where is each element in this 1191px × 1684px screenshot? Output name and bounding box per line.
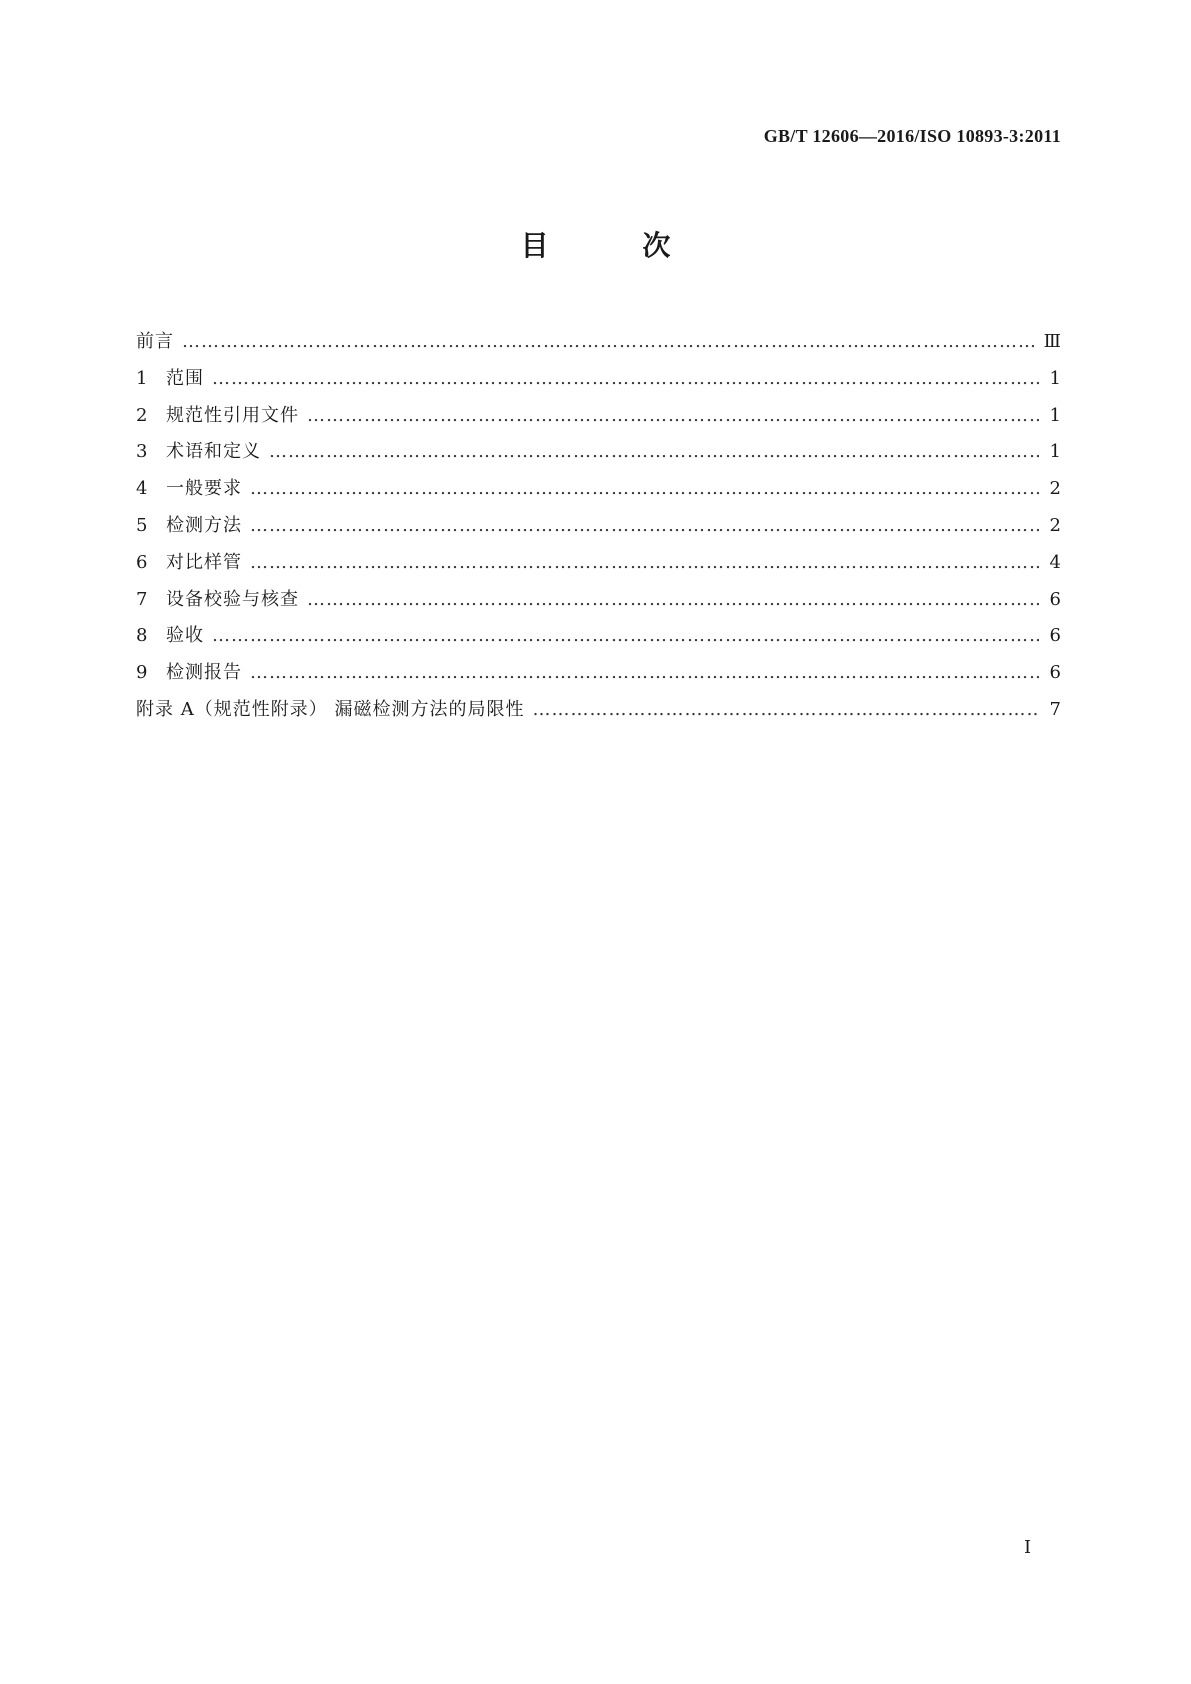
page-title: 目 次 <box>520 229 713 262</box>
toc-entry-label: 规范性引用文件 <box>166 404 299 426</box>
toc-entry-annex-a[interactable] <box>136 692 1061 729</box>
toc-entry-number: 4 <box>136 478 148 500</box>
toc-entry-page: 2 <box>1049 478 1061 500</box>
toc-entry-label: 术语和定义 <box>166 441 261 463</box>
toc-entry-page: 1 <box>1049 404 1061 426</box>
toc-entry-label: 附录 A（规范性附录） 漏磁检测方法的局限性 <box>136 698 525 720</box>
toc-leader-dots <box>250 545 1039 582</box>
toc-entry-page: Ⅲ <box>1043 331 1061 352</box>
toc-entry-number: 3 <box>136 441 148 463</box>
toc-entry-number: 7 <box>136 588 148 610</box>
toc-entry-number: 2 <box>136 404 148 426</box>
toc-leader-dots <box>182 324 1036 361</box>
toc-entry-page: 2 <box>1049 514 1061 536</box>
toc-entry-label: 对比样管 <box>166 551 242 573</box>
toc-leader-dots <box>269 434 1039 471</box>
toc-leader-dots <box>532 692 1039 729</box>
toc-leader-dots <box>250 508 1039 545</box>
toc-entry-page: 4 <box>1049 551 1061 573</box>
toc-entry-number: 9 <box>136 662 148 684</box>
toc-entry-label: 验收 <box>166 625 204 647</box>
toc-entry-label: 检测方法 <box>166 514 242 536</box>
toc-leader-dots <box>307 398 1039 435</box>
toc-entry-8[interactable] <box>136 618 1061 655</box>
toc-entry-label: 前言 <box>136 331 174 352</box>
toc-entry-7[interactable] <box>136 582 1061 619</box>
toc-entry-4[interactable] <box>136 471 1061 508</box>
toc-entry-1[interactable] <box>136 361 1061 398</box>
table-of-contents <box>136 324 1061 729</box>
toc-entry-number: 1 <box>136 367 148 389</box>
toc-entry-page: 6 <box>1049 662 1061 684</box>
toc-leader-dots <box>250 471 1039 508</box>
toc-entry-page: 6 <box>1049 625 1061 647</box>
toc-entry-label: 一般要求 <box>166 478 242 500</box>
toc-leader-dots <box>307 582 1039 619</box>
toc-entry-page: 7 <box>1049 698 1061 720</box>
toc-leader-dots <box>212 618 1039 655</box>
toc-entry-number: 8 <box>136 625 148 647</box>
toc-entry-5[interactable] <box>136 508 1061 545</box>
toc-entry-2[interactable] <box>136 398 1061 435</box>
toc-leader-dots <box>212 361 1039 398</box>
toc-entry-label: 范围 <box>166 367 204 389</box>
toc-entry-9[interactable] <box>136 655 1061 692</box>
toc-entry-label: 设备校验与核查 <box>166 588 299 610</box>
toc-entry-number: 5 <box>136 514 148 536</box>
toc-entry-page: 6 <box>1049 588 1061 610</box>
toc-entry-page: 1 <box>1049 367 1061 389</box>
footer-page-number: Ⅰ <box>1024 1537 1032 1558</box>
toc-entry-label: 检测报告 <box>166 662 242 684</box>
toc-leader-dots <box>250 655 1039 692</box>
toc-entry-page: 1 <box>1049 441 1061 463</box>
toc-entry-foreword[interactable] <box>136 324 1061 361</box>
toc-entry-3[interactable] <box>136 434 1061 471</box>
toc-entry-number: 6 <box>136 551 148 573</box>
toc-entry-6[interactable] <box>136 545 1061 582</box>
document-code: GB/T 12606—2016/ISO 10893-3:2011 <box>763 126 1061 146</box>
